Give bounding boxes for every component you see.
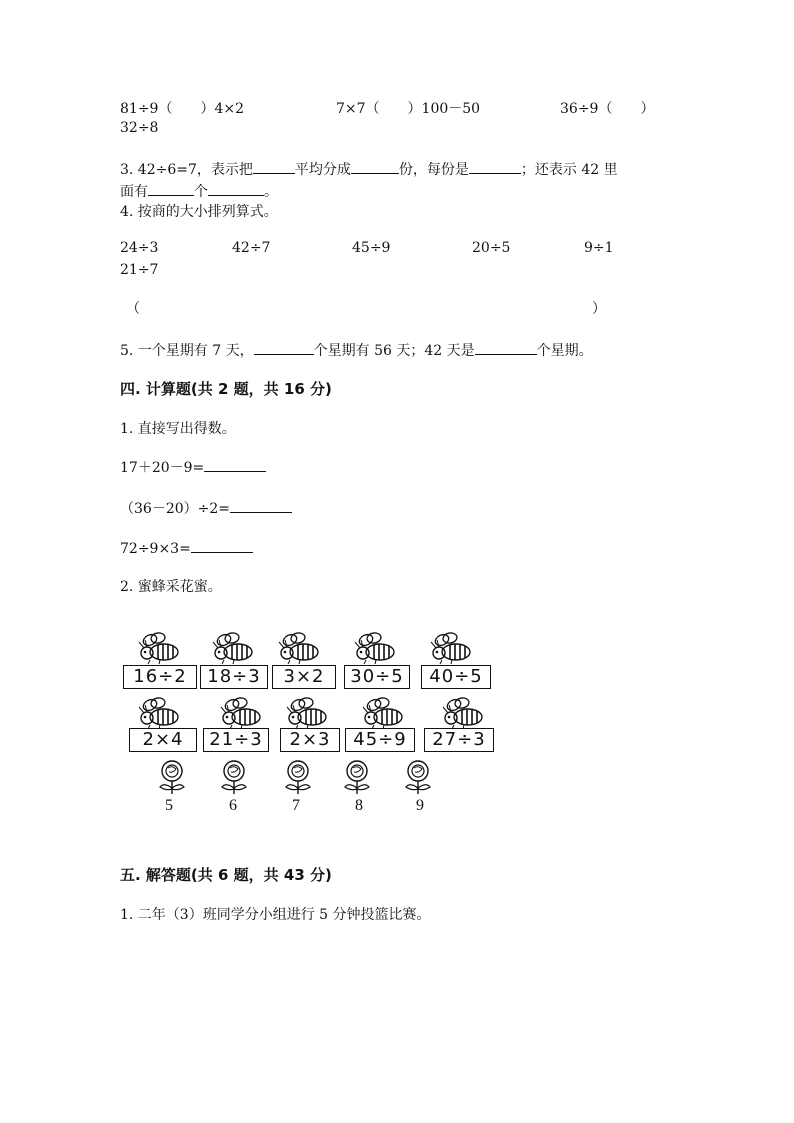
sort-item: 45÷9: [352, 240, 391, 256]
sort-item: 24÷3: [120, 240, 159, 256]
sort-item: 9÷1: [584, 240, 614, 256]
bee-icon: [428, 630, 474, 664]
sort-item: 20÷5: [472, 240, 511, 256]
expression-box[interactable]: 3×2: [272, 665, 336, 689]
section-5-heading: 五. 解答题(共 6 题，共 43 分): [120, 866, 332, 884]
expression-box[interactable]: 21÷3: [203, 728, 269, 752]
answer-paren-close: ）: [592, 301, 606, 317]
q3-line2-b: 个: [194, 184, 208, 200]
calc-expression: （36－20）÷2=: [120, 501, 230, 517]
compare-item-4: 32÷8: [120, 120, 159, 136]
compare-item-3: 36÷9（ ）: [560, 101, 655, 117]
flower-icon: [340, 760, 374, 796]
q3-mid1: 平均分成: [294, 162, 351, 178]
bee-icon: [276, 630, 322, 664]
expression-box[interactable]: 2×3: [280, 728, 340, 752]
section-4-p2-title: 2. 蜜蜂采花蜜。: [120, 579, 222, 595]
sort-item: 42÷7: [232, 240, 271, 256]
q5-c: 个星期。: [536, 343, 593, 359]
flower-number: 9: [416, 797, 424, 814]
bee-icon: [352, 630, 398, 664]
calc-expression: 17＋20－9=: [120, 460, 205, 476]
q3-mid3: ；还表示 42 里: [520, 162, 618, 178]
expression-box[interactable]: 27÷3: [424, 728, 494, 752]
bee-icon: [284, 695, 330, 729]
flower-number: 8: [355, 797, 363, 814]
sort-item: 21÷7: [120, 262, 159, 278]
q3-mid2: 份，每份是: [398, 162, 469, 178]
question-4-title: 4. 按商的大小排列算式。: [120, 204, 278, 220]
bee-icon: [136, 695, 182, 729]
flower-number: 6: [229, 797, 237, 814]
expression-box[interactable]: 2×4: [129, 728, 197, 752]
q3-line2-c: 。: [264, 184, 278, 200]
section-4-p1-title: 1. 直接写出得数。: [120, 421, 236, 437]
expression-box[interactable]: 30÷5: [344, 665, 410, 689]
bee-icon: [440, 695, 486, 729]
calc-expression: 72÷9×3=: [120, 541, 191, 557]
q3-line2-a: 面有: [120, 184, 148, 200]
section-5-p1: 1. 二年（3）班同学分小组进行 5 分钟投篮比赛。: [120, 907, 431, 923]
flower-number: 5: [165, 797, 173, 814]
bee-icon: [210, 630, 256, 664]
section-4-heading: 四. 计算题(共 2 题，共 16 分): [120, 380, 332, 398]
expression-box[interactable]: 45÷9: [345, 728, 415, 752]
flower-icon: [401, 760, 435, 796]
bee-icon: [218, 695, 264, 729]
q3-prefix: 3. 42÷6=7，表示把: [120, 162, 253, 178]
q5-b: 个星期有 56 天；42 天是: [313, 343, 475, 359]
flower-icon: [217, 760, 251, 796]
flower-number: 7: [292, 797, 300, 814]
compare-item-1: 81÷9（ ）4×2: [120, 101, 244, 117]
expression-box[interactable]: 18÷3: [200, 665, 268, 689]
flower-icon: [155, 760, 189, 796]
expression-box[interactable]: 16÷2: [123, 665, 197, 689]
expression-box[interactable]: 40÷5: [421, 665, 491, 689]
compare-item-2: 7×7（ ）100－50: [336, 101, 481, 117]
flower-icon: [281, 760, 315, 796]
answer-paren-open: （: [126, 301, 140, 317]
bee-icon: [136, 630, 182, 664]
bee-icon: [360, 695, 406, 729]
q5-a: 5. 一个星期有 7 天，: [120, 343, 254, 359]
